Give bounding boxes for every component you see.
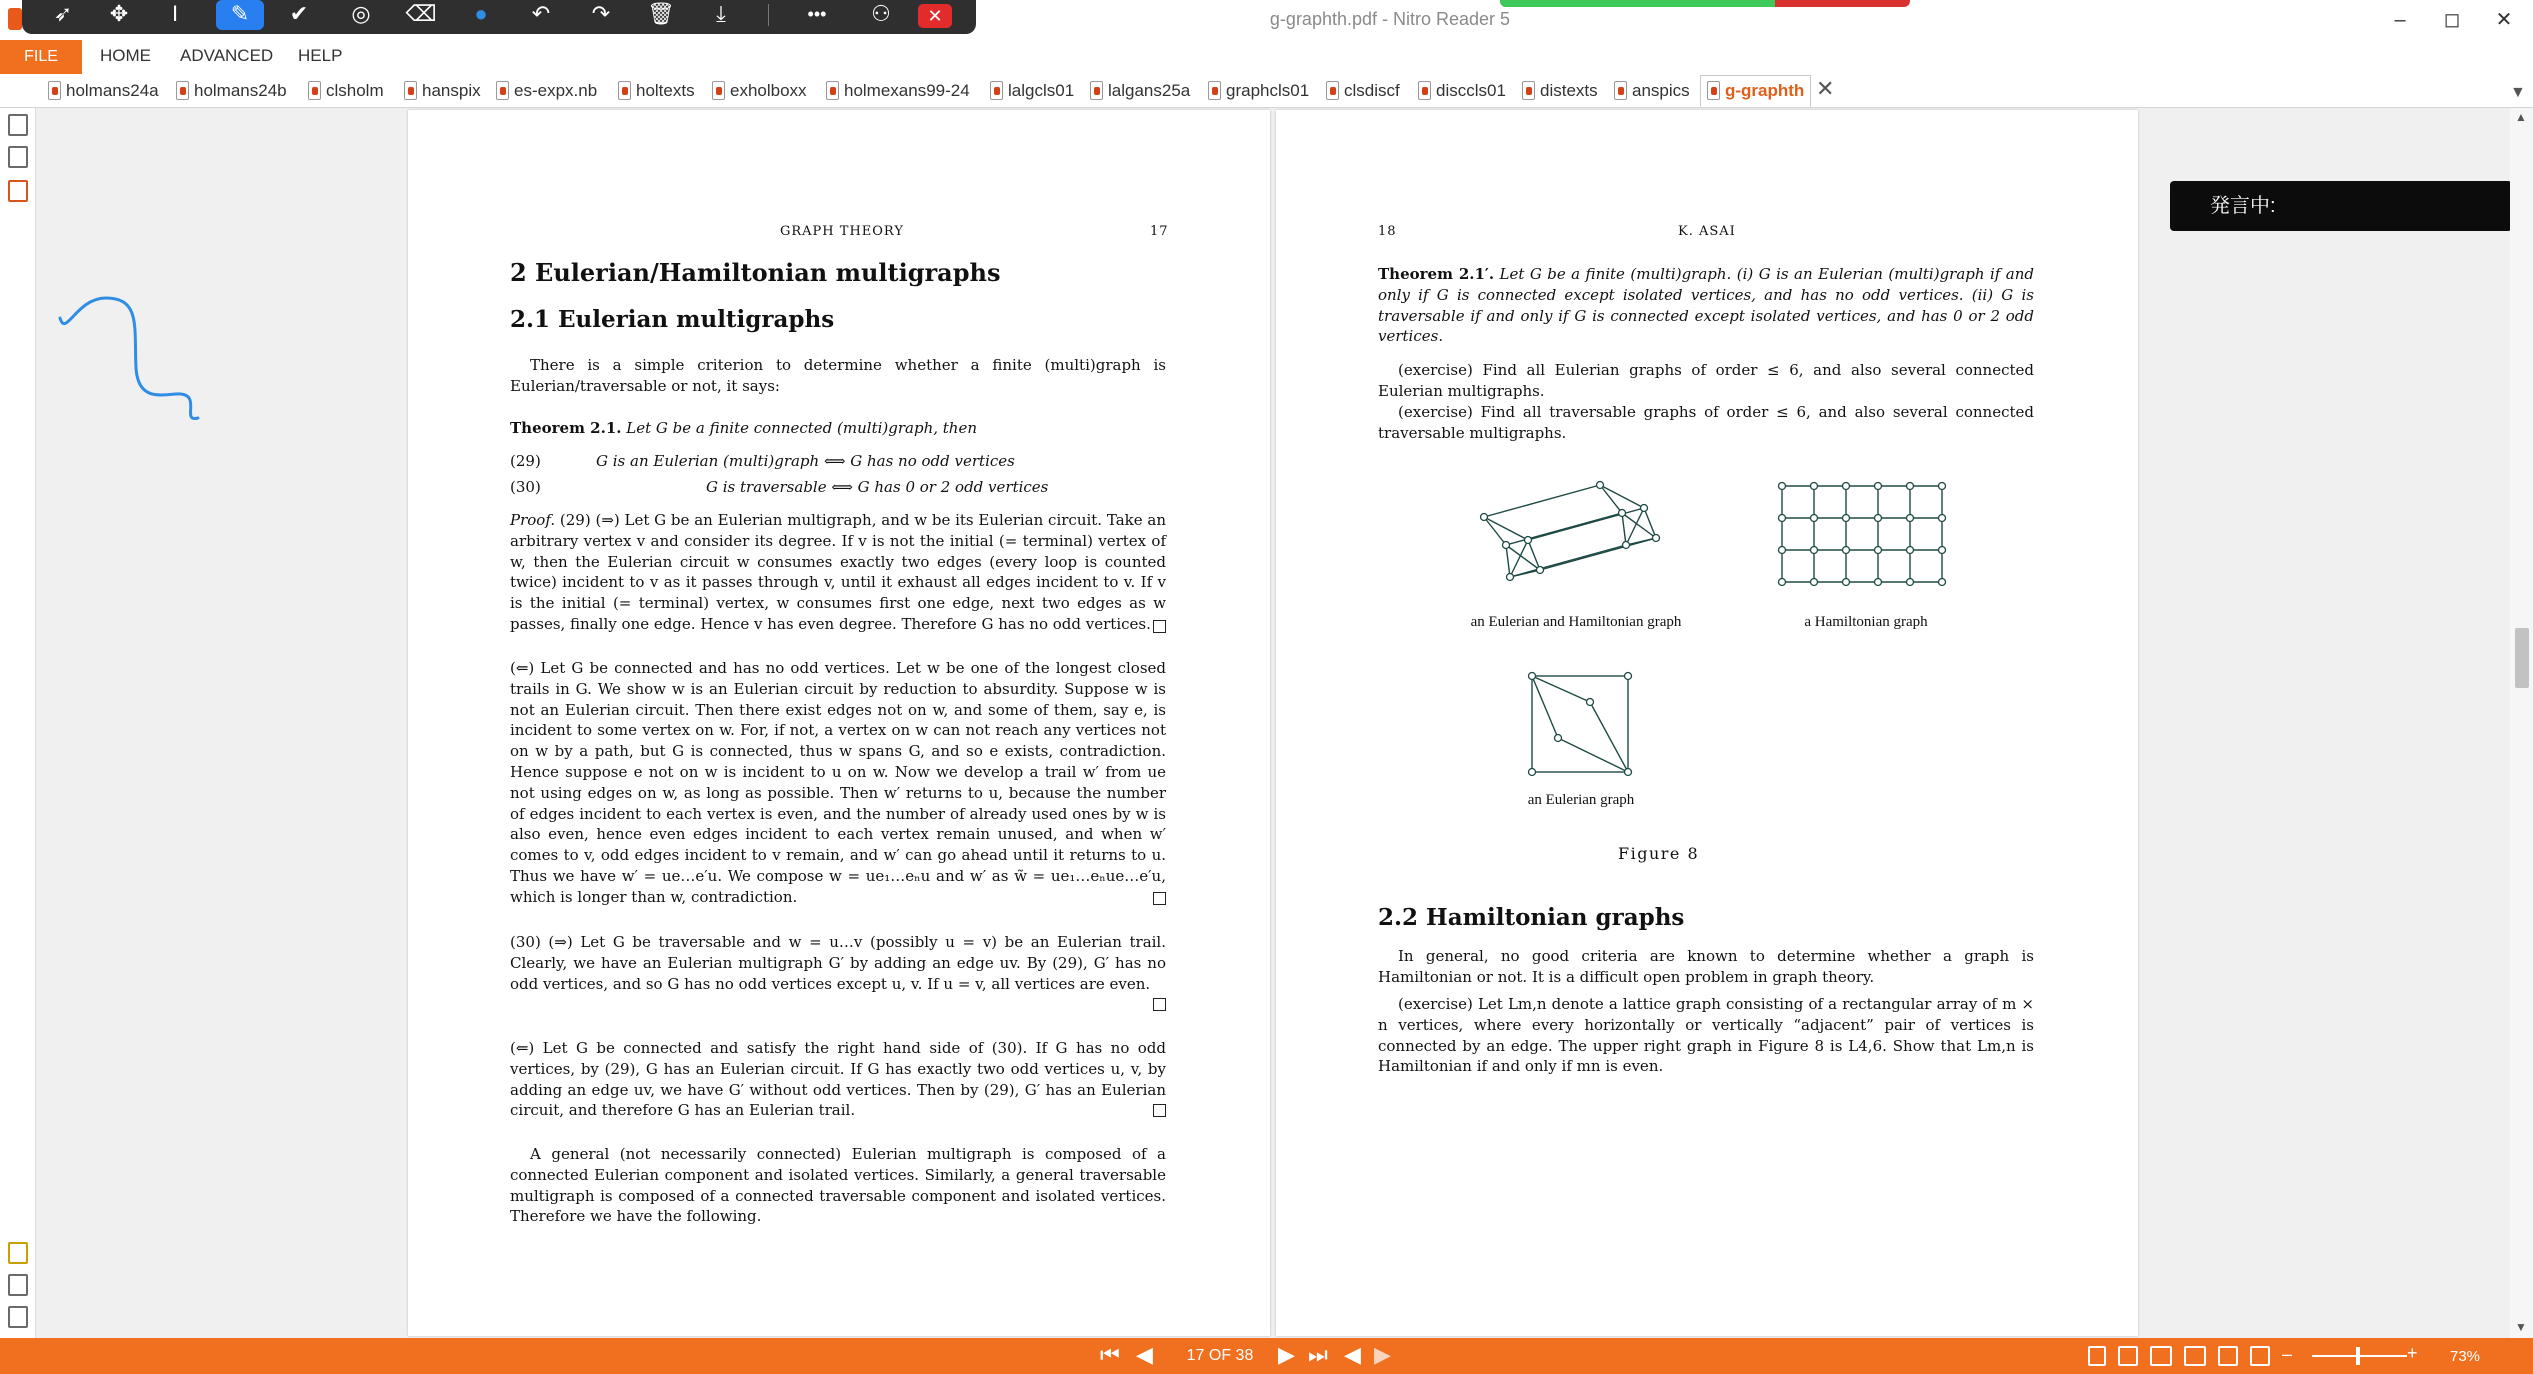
doc-tab[interactable]: [1418, 77, 1506, 105]
theorem-label: Theorem 2.1′.: [1378, 265, 1495, 283]
pdf-file-icon: [826, 81, 839, 100]
doc-tab[interactable]: [826, 77, 970, 105]
toolbar-separator: [768, 4, 769, 26]
zoom-slider-thumb[interactable]: [2356, 1347, 2360, 1365]
doc-tab[interactable]: [176, 77, 287, 105]
lattice-vertex: [1811, 547, 1818, 554]
pen-annotation[interactable]: [56, 288, 276, 448]
running-head: GRAPH THEORY: [780, 224, 904, 239]
closing-paragraph: A general (not necessarily connected) Eulerian multigraph is composed of a connected Eulerian component and isolated vertices. Similarly, a general traversable multigraph is composed of a connected traversable component and isolated vertices. Therefore we have the following.: [510, 1145, 1166, 1226]
doc-tab[interactable]: [48, 77, 159, 105]
scroll-up-icon[interactable]: ▲: [2515, 110, 2527, 124]
doc-tab[interactable]: [1614, 77, 1690, 105]
close-window-button[interactable]: ✕: [2495, 9, 2513, 31]
close-toolbar-button[interactable]: ✕: [918, 4, 952, 28]
pan-tool-icon[interactable]: ✥: [109, 1, 129, 26]
menu-home[interactable]: HOME: [100, 46, 151, 65]
lattice-vertex: [1875, 579, 1882, 586]
first-page-icon[interactable]: ⏮: [1100, 1342, 1120, 1367]
doc-tab[interactable]: [618, 77, 695, 105]
doc-tab-label: holmexans99-24: [844, 81, 970, 100]
lattice-vertex: [1811, 483, 1818, 490]
doc-tab[interactable]: [1326, 77, 1400, 105]
left-panel: [0, 108, 36, 1338]
zoom-slider[interactable]: [2312, 1355, 2407, 1357]
signatures-panel-icon[interactable]: [8, 1274, 28, 1296]
lattice-vertex: [1843, 515, 1850, 522]
last-page-icon[interactable]: ⏭: [1308, 1342, 1328, 1367]
doc-tab-label: g-graphth: [1725, 81, 1805, 100]
pdf-file-icon: [1418, 81, 1431, 100]
document-canvas[interactable]: [36, 108, 2510, 1338]
paragraph: In general, no good criteria are known to determine whether a graph is Hamiltonian or not. It is a difficult open problem in graph theory.: [1378, 947, 2034, 986]
pdf-file-icon: [1614, 81, 1627, 100]
theorem-label: Theorem 2.1.: [510, 419, 622, 437]
pdf-file-icon: [1707, 81, 1720, 100]
redo-icon[interactable]: ↷: [591, 1, 611, 26]
pdf-file-icon: [712, 81, 725, 100]
lattice-vertex: [1939, 579, 1946, 586]
exercise-1: (exercise) Find all Eulerian graphs of order ≤ 6, and also several connected Eulerian multigraphs.: [1378, 361, 2034, 400]
pdf-file-icon: [496, 81, 509, 100]
pdf-file-icon: [404, 81, 417, 100]
download-icon[interactable]: ⤓: [716, 1, 726, 26]
figure-eulerian-graph: [1526, 670, 1636, 782]
vertical-scrollbar[interactable]: [2510, 108, 2533, 1338]
output-panel-icon[interactable]: [8, 1306, 28, 1328]
menu-bar: [0, 40, 2533, 74]
facing-view-icon[interactable]: [2150, 1346, 2172, 1366]
menu-help[interactable]: HELP: [298, 46, 343, 65]
lattice-vertex: [1875, 483, 1882, 490]
status-bar: [0, 1338, 2533, 1374]
speaking-indicator: 発言中:: [2170, 181, 2510, 231]
doc-tab-label: es-expx.nb: [514, 81, 598, 100]
doc-tab-label: lalgans25a: [1108, 81, 1191, 100]
bookmarks-panel-icon[interactable]: [8, 180, 28, 202]
pdf-page-17: [408, 110, 1270, 1336]
doc-tab-label: clsholm: [326, 81, 384, 100]
doc-tab-label: anspics: [1632, 81, 1690, 100]
doc-tab-label: hanspix: [422, 81, 481, 100]
doc-tab-active[interactable]: [1700, 75, 1811, 107]
stamp-tool-icon[interactable]: ◎: [351, 1, 371, 26]
doc-tab[interactable]: [1522, 77, 1598, 105]
proof-paragraph-4: (⇐) Let G be connected and satisfy the right hand side of (30). If G has no odd vertices, by (29), G has an Eulerian circuit. If G has exactly two odd vertices u, v, by adding an edge uv, we have G′ without odd vertices. Then by (29), G′ has an Eulerian circuit, and therefore G has an Eulerian trail.: [510, 1039, 1166, 1120]
next-page-icon[interactable]: ▶: [1278, 1342, 1295, 1367]
pdf-file-icon: [1090, 81, 1103, 100]
close-tab-icon[interactable]: ✕: [1816, 76, 1835, 101]
more-icon[interactable]: •••: [807, 4, 827, 24]
color-picker-icon[interactable]: ●: [474, 1, 488, 26]
lattice-vertex: [1875, 515, 1882, 522]
eraser-tool-icon[interactable]: ⌫: [405, 1, 437, 26]
lattice-vertex: [1907, 547, 1914, 554]
paragraph: (exercise) Let Lm,n denote a lattice graph consisting of a rectangular array of m × n vertices, where every horizontally or vertically “adjacent” pair of vertices is connected by an edge. The upper right graph in Figure 8 is L4,6. Show that Lm,n is Hamiltonian if and only if mn is even.: [1378, 995, 2034, 1076]
continuous-view-icon[interactable]: [2118, 1346, 2138, 1366]
user-settings-icon[interactable]: ⚇: [871, 1, 891, 26]
lattice-vertex: [1811, 515, 1818, 522]
doc-tab[interactable]: [990, 77, 1074, 105]
figure-caption: a Hamiltonian graph: [1804, 614, 1928, 630]
lattice-vertex: [1875, 547, 1882, 554]
equation-number: (29): [510, 452, 541, 470]
pdf-file-icon: [1208, 81, 1221, 100]
pdf-file-icon: [1326, 81, 1339, 100]
lattice-vertex: [1907, 515, 1914, 522]
single-page-view-icon[interactable]: [2088, 1346, 2106, 1366]
pdf-page-18: [1276, 110, 2138, 1336]
go-back-icon[interactable]: ◀: [1344, 1342, 1361, 1367]
doc-tab-label: holmans24a: [66, 81, 159, 100]
pdf-file-icon: [308, 81, 321, 100]
doc-tab-label: clsdiscf: [1344, 81, 1400, 100]
page-indicator[interactable]: 17 OF 38: [1186, 1347, 1254, 1364]
menu-advanced[interactable]: ADVANCED: [180, 46, 274, 65]
figure-label: Figure 8: [1618, 844, 1700, 863]
fit-width-icon[interactable]: [2218, 1346, 2238, 1366]
pdf-file-icon: [1522, 81, 1535, 100]
zoom-out-button[interactable]: –: [2282, 1344, 2293, 1364]
previous-page-icon[interactable]: ◀: [1136, 1342, 1153, 1367]
recording-progress-fill: [1500, 0, 1775, 7]
text-tool-icon[interactable]: I: [171, 1, 179, 26]
lattice-vertex: [1843, 579, 1850, 586]
lattice-vertex: [1843, 547, 1850, 554]
minimize-button[interactable]: –: [2394, 9, 2406, 31]
doc-tab[interactable]: [1208, 77, 1309, 105]
doc-tab[interactable]: [308, 77, 384, 105]
nitro-logo-icon: [8, 8, 22, 30]
delete-icon[interactable]: 🗑: [647, 1, 675, 26]
scrollbar-thumb[interactable]: [2515, 628, 2529, 688]
equation-text: G is traversable ⟺ G has 0 or 2 odd vertices: [706, 478, 1049, 496]
doc-tab[interactable]: [496, 77, 597, 105]
lattice-vertex: [1939, 547, 1946, 554]
doc-tab-label: lalgcls01: [1008, 81, 1075, 100]
pdf-file-icon: [48, 81, 61, 100]
maximize-button[interactable]: ◻: [2443, 9, 2461, 31]
running-head: K. ASAI: [1678, 224, 1736, 239]
pdf-file-icon: [618, 81, 631, 100]
figure-caption: an Eulerian graph: [1527, 792, 1635, 808]
exercise-2: (exercise) Find all traversable graphs of order ≤ 6, and also several connected traversable multigraphs.: [1378, 403, 2034, 442]
annotation-toolbar: [22, 0, 976, 34]
doc-tab-label: distexts: [1540, 81, 1598, 100]
lattice-vertex: [1779, 547, 1786, 554]
pdf-file-icon: [176, 81, 189, 100]
doc-tab-label: holmans24b: [194, 81, 287, 100]
go-forward-icon[interactable]: ▶: [1374, 1342, 1391, 1367]
doc-tab-label: graphcls01: [1226, 81, 1310, 100]
pages-panel-icon[interactable]: [8, 114, 28, 136]
theorem-text: Let G be a finite connected (multi)graph, then: [626, 419, 978, 437]
page-number: 18: [1378, 224, 1397, 239]
pdf-file-icon: [990, 81, 1003, 100]
proof-paragraph-1: [510, 510, 1166, 635]
facing-continuous-view-icon[interactable]: [2184, 1346, 2206, 1366]
select-tool-icon[interactable]: ➶: [53, 1, 73, 26]
doc-tab[interactable]: [404, 77, 481, 105]
doc-tab-label: holtexts: [636, 81, 695, 100]
lattice-vertex: [1939, 515, 1946, 522]
figure-lattice-graph: [1776, 480, 1948, 596]
lattice-vertex: [1907, 483, 1914, 490]
subsection-title: 2.2 Hamiltonian graphs: [1378, 904, 1685, 931]
pen-tool-icon[interactable]: ✎: [216, 0, 264, 30]
page-number: 17: [1150, 224, 1169, 239]
lattice-vertex: [1779, 483, 1786, 490]
doc-tab[interactable]: [712, 77, 807, 105]
qed-symbol: [1153, 1104, 1166, 1117]
tab-overflow-icon[interactable]: ▼: [2510, 84, 2526, 101]
theorem-2-1: [510, 418, 1166, 439]
theorem-text: Let G be a finite (multi)graph. (i) G is an Eulerian (multi)graph if and only if G is connected except isolated vertices, and has no odd vertices. (ii) G is traversable if and only if G is connected except isolated vertices, and has 0 or 2 odd vertices.: [1378, 265, 2034, 346]
scroll-down-icon[interactable]: ▼: [2515, 1320, 2527, 1334]
zoom-level[interactable]: 73%: [2450, 1348, 2481, 1365]
doc-tab[interactable]: [1090, 77, 1190, 105]
lattice-vertex: [1907, 579, 1914, 586]
intro-paragraph: There is a simple criterion to determine whether a finite (multi)graph is Eulerian/traversable or not, it says:: [510, 356, 1166, 395]
fit-page-icon[interactable]: [2250, 1346, 2270, 1366]
doc-tab-label: exholboxx: [730, 81, 807, 100]
window-title: g-graphth.pdf - Nitro Reader 5: [1269, 9, 1511, 29]
document-tab-bar: [0, 74, 2533, 108]
proof-text: (29) (⇒) Let G be an Eulerian multigraph, and w be its Eulerian circuit. Take an arbitrary vertex v and consider its degree. If v is not the initial (= terminal) vertex of w, then the Eulerian circuit w consumes exactly two edges (every loop is counted twice) incident to v as it passes through v, until it exhaust all edges incident to v. If v is the initial (= terminal) vertex, w consumes first one edge, next two edges as w passes, finally one edge. Hence v has even degree. Therefore G has no odd vertices.: [510, 511, 1166, 633]
proof-paragraph-3: (30) (⇒) Let G be traversable and w = u…v (possibly u = v) be an Eulerian trail. Clearly, we have an Eulerian multigraph G′ by adding an edge uv. By (29), G′ has no odd vertices, and so G has no odd vertices except u, v. If u = v, all vertices are even.: [510, 933, 1166, 993]
subsection-title: 2.1 Eulerian multigraphs: [510, 306, 835, 333]
comments-panel-icon[interactable]: [8, 1242, 28, 1264]
figure-caption: an Eulerian and Hamiltonian graph: [1470, 614, 1682, 630]
qed-symbol: [1153, 998, 1166, 1011]
zoom-in-button[interactable]: +: [2407, 1343, 2418, 1363]
lattice-vertex: [1779, 579, 1786, 586]
qed-symbol: [1153, 620, 1166, 633]
lattice-vertex: [1939, 483, 1946, 490]
lattice-vertex: [1779, 515, 1786, 522]
proof-paragraph-2: (⇐) Let G be connected and has no odd vertices. Let w be one of the longest closed trails in G. We show w is an Eulerian circuit by reduction to absurdity. Suppose w is not an Eulerian circuit. Then there exist edges not on w, and some of them, say e, is incident to some vertex on w. For, if not, a vertex on w can not reach any vertices not on w by a path, but G is connected, thus w spans G, and so e exists, contradiction. Hence suppose e not on w is incident to u on w. Now we develop a trail w′ from ue not using edges on w, as long as possible. Then w′ returns to u, because the number of edges incident to each vertex is even, and the number of already used ones by w is also even, hence even edges incident to each vertex remain unused, and when w′ comes to v, odd edges incident to v remain, and w′ can go ahead until it returns to u. Thus we have w′ = ue…e′u. We compose w = ue₁…eₙu and w′ as w̃ = ue₁…eₙue…e′u, which is longer than w, contradiction.: [510, 659, 1166, 906]
lattice-vertex: [1843, 483, 1850, 490]
menu-file[interactable]: FILE: [0, 40, 82, 74]
recording-progress-bar: [1500, 0, 1910, 7]
qed-symbol: [1153, 892, 1166, 905]
theorem-2-1-prime: [1378, 264, 2034, 347]
equation-text: G is an Eulerian (multi)graph ⟺ G has no odd vertices: [596, 452, 1015, 470]
attachments-panel-icon[interactable]: [8, 146, 28, 168]
figure-prism-graph: [1476, 460, 1676, 600]
lattice-vertex: [1811, 579, 1818, 586]
equation-number: (30): [510, 478, 541, 496]
check-tool-icon[interactable]: ✔: [289, 1, 309, 26]
section-title: 2 Eulerian/Hamiltonian multigraphs: [510, 258, 1001, 287]
doc-tab-label: disccls01: [1436, 81, 1506, 100]
undo-icon[interactable]: ↶: [531, 1, 551, 26]
proof-label: Proof.: [510, 511, 556, 529]
